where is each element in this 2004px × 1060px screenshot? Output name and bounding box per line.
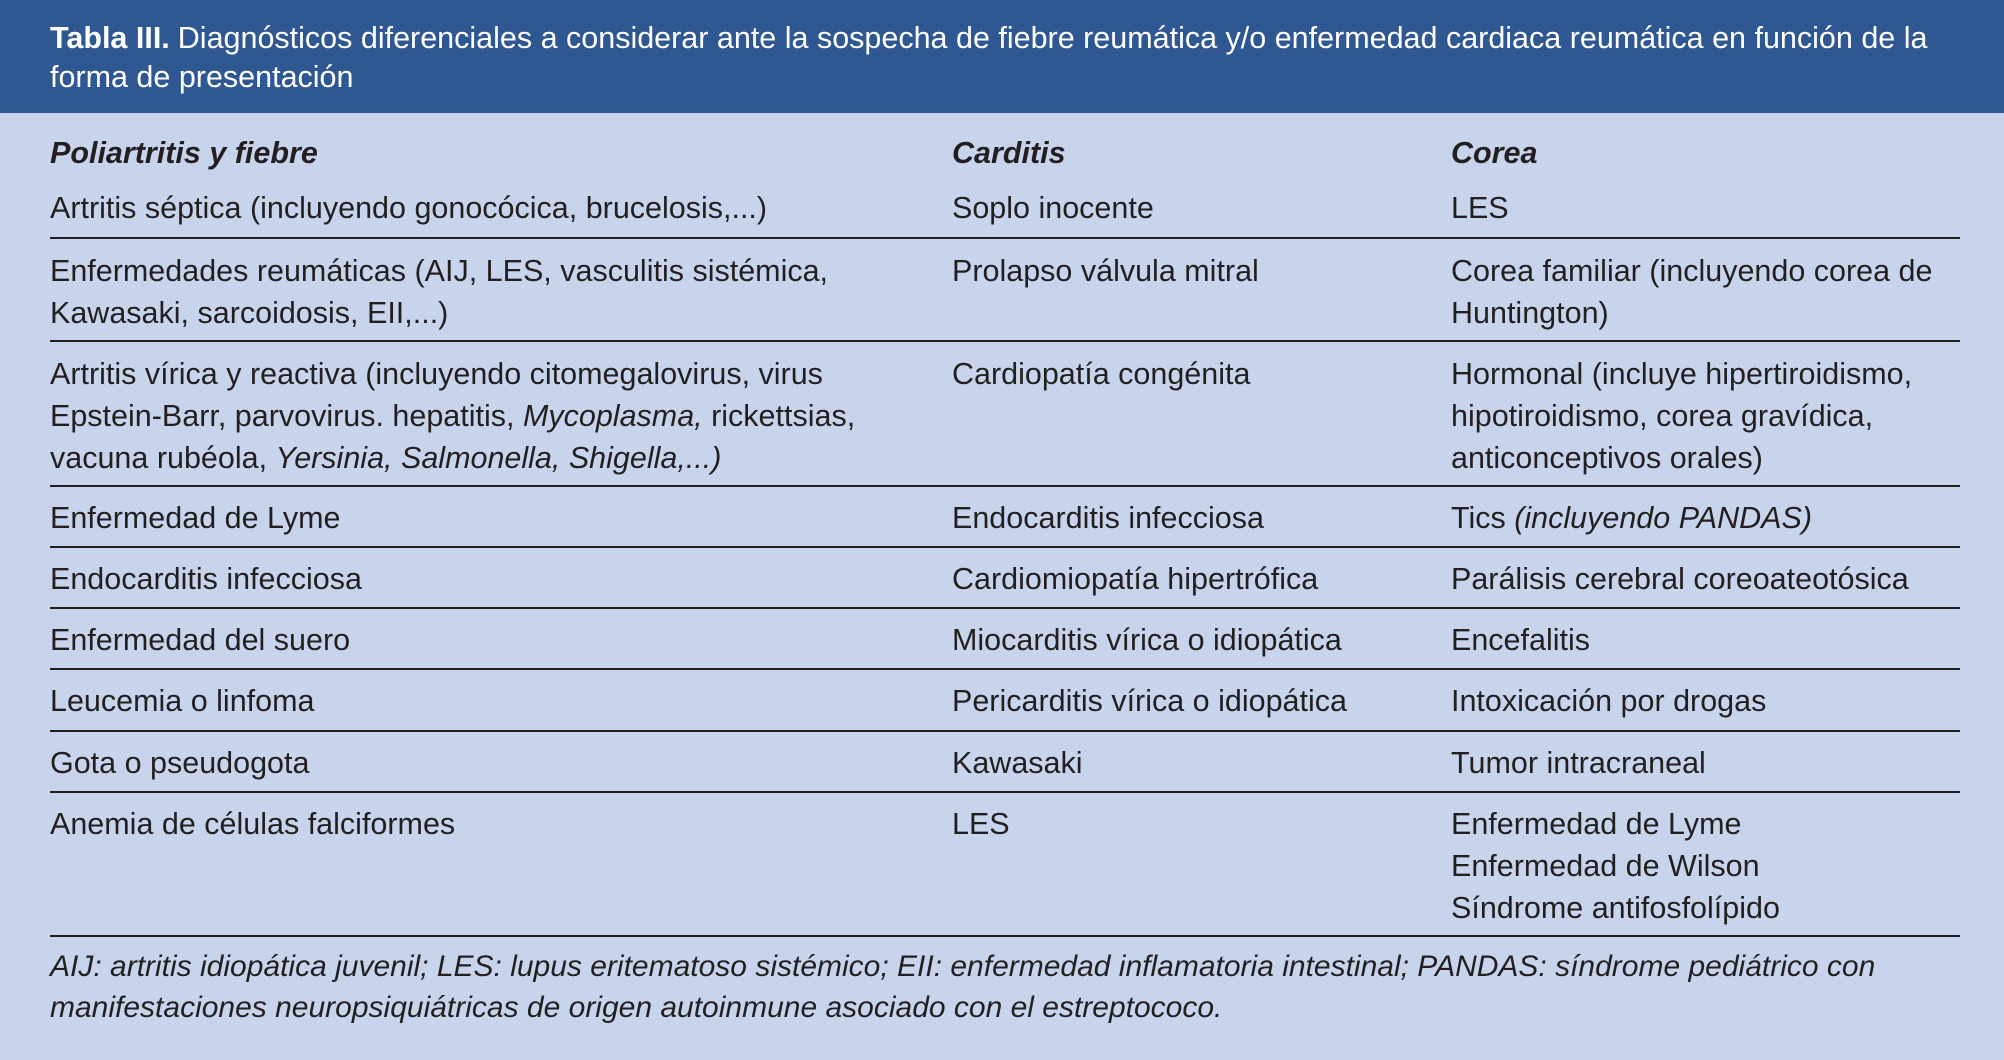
table-cell: Enfermedades reumáticas (AIJ, LES, vasculitis sistémica, Kawasaki, sarcoidosis, EII,...) (50, 254, 829, 330)
row-divider (50, 340, 902, 342)
table-cell (50, 353, 930, 479)
table-cell: Artritis séptica (incluyendo gonocócica, brucelosis,...) (50, 191, 768, 225)
row-divider (902, 237, 1400, 239)
row-divider (1400, 546, 1960, 548)
table-cell: Soplo inocente (952, 191, 1154, 225)
table-cell: Anemia de células falciformes (50, 807, 456, 841)
table-cell: Kawasaki (952, 746, 1083, 780)
table-cell: Corea familiar (incluyendo corea de Huntington) (1451, 254, 1933, 330)
row-divider (50, 730, 902, 732)
cell-line: Enfermedad de Wilson (1451, 849, 1760, 883)
cell-text-italic: Mycoplasma, (522, 399, 703, 433)
row-divider (50, 485, 902, 487)
table-cell: Gota o pseudogota (50, 746, 310, 780)
table-cell: Cardiomiopatía hipertrófica (952, 562, 1319, 596)
table-cell: Endocarditis infecciosa (952, 501, 1264, 535)
table-cell: Enfermedad del suero (50, 623, 351, 657)
table-footnote: AIJ: artritis idiopática juvenil; LES: lupus eritematoso sistémico; EII: enfermedad inflamatoria intestinal; PANDAS: síndrome pediátrico con manifestaciones neuropsiquiátricas de origen autoinmune asociado con el estreptococo. (50, 950, 1876, 1024)
row-divider (1400, 340, 1960, 342)
row-divider (902, 546, 1400, 548)
row-divider (902, 485, 1400, 487)
table-cell: Cardiopatía congénita (952, 357, 1251, 391)
row-divider (50, 237, 902, 239)
column-header-corea: Corea (1451, 136, 1538, 170)
row-divider (902, 730, 1400, 732)
table-cell: Intoxicación por drogas (1451, 684, 1767, 718)
table-cell: Parálisis cerebral coreoateotósica (1451, 562, 1909, 596)
table-cell: LES (952, 807, 1010, 841)
column-header-carditis: Carditis (952, 136, 1066, 170)
row-divider (50, 668, 902, 670)
cell-text-italic: (incluyendo PANDAS) (1514, 501, 1813, 535)
cell-line: Enfermedad de Lyme (1451, 807, 1742, 841)
table-cell: Pericarditis vírica o idiopática (952, 684, 1347, 718)
cell-text-italic: Yersinia, Salmonella, Shigella,...) (275, 441, 722, 475)
cell-text: Tics (1451, 501, 1515, 535)
table-cell: Tumor intracraneal (1451, 746, 1706, 780)
row-divider (902, 340, 1400, 342)
row-divider (1400, 730, 1960, 732)
table-cell: Prolapso válvula mitral (952, 254, 1259, 288)
table-title-label: Tabla III. (50, 21, 170, 55)
column-header-poliartritis: Poliartritis y fiebre (50, 136, 318, 170)
row-divider (1400, 791, 1960, 793)
cell-text: Artritis vírica y reactiva (incluyendo citomegalovirus, virus Epstein-Barr, parvovirus. hepatitis, (50, 357, 823, 433)
table-cell: Encefalitis (1451, 623, 1591, 657)
table-cell: Hormonal (incluye hipertiroidismo, hipotiroidismo, corea gravídica, anticonceptivos orales) (1451, 357, 1913, 475)
table-title-text: Diagnósticos diferenciales a considerar ante la sospecha de fiebre reumática y/o enfermedad cardiaca reumática en función de la forma de presentación (50, 21, 1928, 94)
table-cell: Enfermedad de Lyme (50, 501, 341, 535)
table-cell: Endocarditis infecciosa (50, 562, 362, 596)
table-cell: Miocarditis vírica o idiopática (952, 623, 1342, 657)
row-divider (50, 607, 902, 609)
table-bottom-rule (50, 935, 1960, 937)
row-divider (902, 607, 1400, 609)
cell-line: Síndrome antifosfolípido (1451, 891, 1780, 925)
row-divider (1400, 607, 1960, 609)
table-cell (1451, 497, 1971, 539)
row-divider (1400, 485, 1960, 487)
table-title (0, 0, 2004, 113)
row-divider (902, 791, 1400, 793)
table-cell (1451, 803, 1971, 929)
row-divider (1400, 237, 1960, 239)
row-divider (902, 668, 1400, 670)
cell-text: rickettsias, vacuna rubéola, (50, 399, 856, 475)
row-divider (50, 791, 902, 793)
table-cell: LES (1451, 191, 1509, 225)
row-divider (50, 546, 902, 548)
row-divider (1400, 668, 1960, 670)
table-cell: Leucemia o linfoma (50, 684, 315, 718)
